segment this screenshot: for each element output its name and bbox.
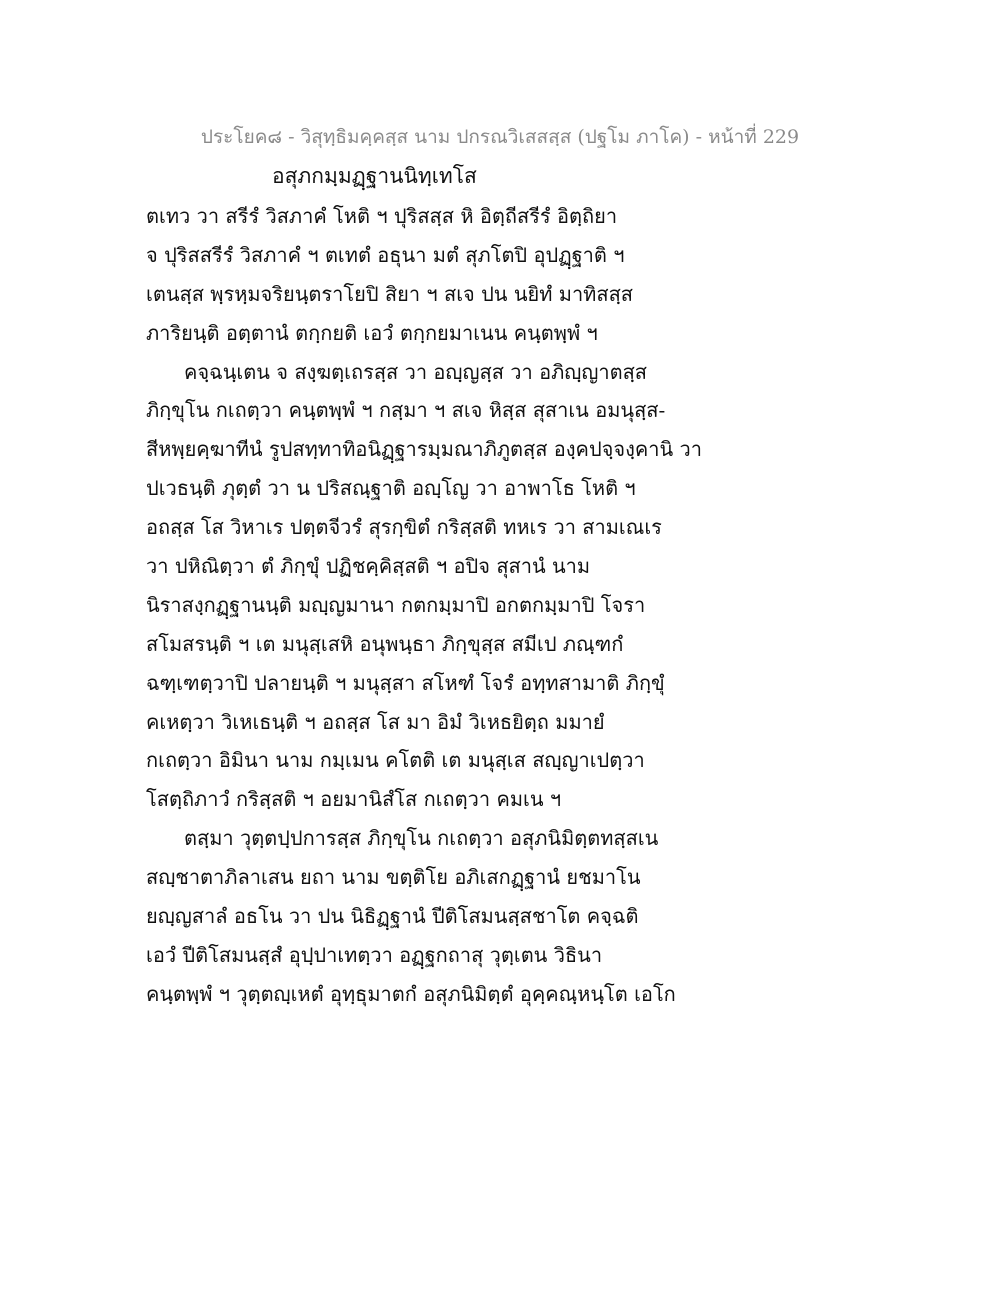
section-title: อสุภกมฺมฏฺฐานนิทฺเทโส [272,164,477,188]
text-line: คนฺตพฺพํ ฯ วุตฺตญฺเหตํ อุทฺธุมาตกํ อสุภนิมิตฺตํ อุคฺคณฺหนฺโต เอโก [146,981,676,1006]
text-line: ฉฑฺเฑตฺวาปิ ปลายนฺติ ฯ มนุสฺสา สโหฑํ โจรํ อทฺทสามาติ ภิกฺขุํ [146,670,665,695]
running-header: ประโยค๘ - วิสุทฺธิมคฺคสฺส นาม ปกรณวิเสสสฺส (ปฐโม ภาโค) - หน้าที่ 229 [200,126,800,148]
text-line: สโมสรนฺติ ฯ เต มนุสฺเสหิ อนุพนฺธา ภิกฺขุสฺส สมีเป ภณฺฑกํ [146,631,624,656]
text-line: สญฺชาตาภิลาเสน ยถา นาม ขตฺติโย อภิเสกฏฺฐานํ ยชมาโน [146,865,641,890]
text-line: ภาริยนฺติ อตฺตานํ ตกฺกยติ เอวํ ตกฺกยมาเนน คนฺตพฺพํ ฯ [146,320,598,345]
paragraph-start-line: คจฺฉนฺเตน จ สงฺฆตฺเถรสฺส วา อญฺญสฺส วา อภิญฺญาตสฺส [184,359,647,384]
text-line: ตเทว วา สรีรํ วิสภาคํ โหติ ฯ ปุริสสฺส หิ อิตฺถีสรีรํ อิตฺถิยา [146,204,618,228]
text-line: เอวํ ปีติโสมนสฺสํ อุปฺปาเทตฺวา อฏฺฐกถาสุ วุตฺเตน วิธินา [146,942,603,967]
text-line: ยญฺญสาลํ อธโน วา ปน นิธิฏฺฐานํ ปีติโสมนสฺสชาโต คจฺฉติ [146,904,639,929]
text-line: นิราสงฺกฏฺฐานนฺติ มญฺญมานา กตกมฺมาปิ อกตกมฺมาปิ โจรา [146,592,646,617]
text-line: จ ปุริสสรีรํ วิสภาคํ ฯ ตเทตํ อธุนา มตํ สุภโตปิ อุปฏฺฐาติ ฯ [146,242,625,267]
text-line: วา ปหิณิตฺวา ตํ ภิกฺขุํ ปฏิชคฺคิสฺสติ ฯ อปิจ สุสานํ นาม [146,554,591,579]
text-line: กเถตฺวา อิมินา นาม กมฺเมน คโตติ เต มนุสฺเส สญฺญาเปตฺวา [146,748,645,773]
text-line: โสตฺถิภาวํ กริสฺสติ ฯ อยมานิสํโส กเถตฺวา คมเน ฯ [146,787,562,812]
paragraph-start-line: ตสฺมา วุตฺตปฺปการสฺส ภิกฺขุโน กเถตฺวา อสุภนิมิตฺตทสฺสเน [184,826,659,851]
body-text [146,197,706,1014]
text-line: คเหตฺวา วิเหเธนฺติ ฯ อถสฺส โส มา อิมํ วิเหธยิตฺถ มมายํ [146,709,605,734]
text-line: ปเวธนฺติ ภุตฺตํ วา น ปริสณฺฐาติ อญฺโญ วา อาพาโธ โหติ ฯ [146,476,636,501]
text-line: สีหพฺยคฺฆาทีนํ รูปสทฺทาทิอนิฏฺฐารมฺมณาภิภูตสฺส องฺคปจฺจงฺคานิ วา [146,437,702,462]
text-line: ภิกฺขุโน กเถตฺวา คนฺตพฺพํ ฯ กสฺมา ฯ สเจ หิสฺส สุสาเน อมนุสฺส- [146,398,666,423]
text-line: เตนสฺส พฺรหฺมจริยนฺตราโยปิ สิยา ฯ สเจ ปน นยิทํ มาทิสสฺส [146,281,633,306]
text-line: อถสฺส โส วิหาเร ปตฺตจีวรํ สุรกฺขิตํ กริสฺสติ ทหเร วา สามเณเร [146,515,662,540]
